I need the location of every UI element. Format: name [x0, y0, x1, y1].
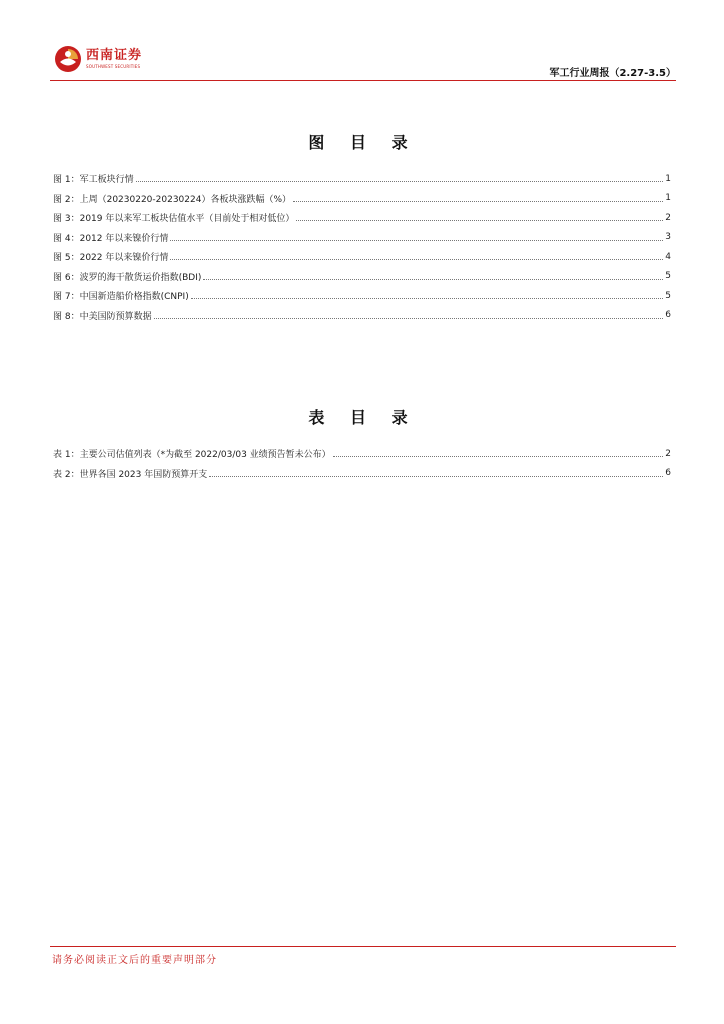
toc-entry-label: 图 1：军工板块行情: [53, 175, 134, 186]
footer-divider: [50, 946, 676, 947]
toc-leader-dots: [333, 456, 664, 457]
toc-entry-figure-2[interactable]: [53, 189, 671, 209]
logo-emblem-icon: [54, 45, 82, 73]
toc-entry-figure-8[interactable]: [53, 306, 671, 326]
report-title: 军工行业周报（2.27-3.5）: [549, 68, 676, 79]
tables-section-title: 表 目 录: [308, 408, 418, 427]
toc-page-number: 1: [665, 173, 671, 184]
toc-leader-dots: [170, 259, 663, 260]
toc-entry-figure-7[interactable]: [53, 286, 671, 306]
toc-entry-table-2[interactable]: [53, 464, 671, 484]
toc-leader-dots: [170, 240, 663, 241]
toc-entry-figure-4[interactable]: [53, 228, 671, 248]
toc-page-number: 4: [665, 251, 671, 262]
toc-page-number: 5: [665, 271, 671, 282]
toc-entry-table-1[interactable]: [53, 444, 671, 464]
logo-chinese-name: 西南证券: [86, 48, 143, 63]
toc-entry-figure-6[interactable]: [53, 267, 671, 287]
toc-entry-label: 图 3：2019 年以来军工板块估值水平（目前处于相对低位）: [53, 214, 295, 225]
figures-toc-list: [53, 169, 671, 325]
toc-leader-dots: [209, 476, 663, 477]
toc-leader-dots: [296, 220, 663, 221]
toc-entry-label: 图 4：2012 年以来镍价行情: [53, 233, 169, 244]
figures-section-title: 图 目 录: [308, 133, 418, 152]
footer-disclaimer: 请务必阅读正文后的重要声明部分: [52, 955, 217, 966]
logo-english-name: SOUTHWEST SECURITIES: [86, 64, 141, 69]
tables-toc-list: [53, 444, 671, 483]
toc-leader-dots: [191, 298, 664, 299]
toc-leader-dots: [293, 201, 663, 202]
toc-leader-dots: [136, 181, 664, 182]
toc-page-number: 6: [665, 468, 671, 479]
toc-entry-figure-3[interactable]: [53, 208, 671, 228]
toc-page-number: 1: [665, 193, 671, 204]
company-logo: [54, 42, 142, 76]
toc-page-number: 2: [665, 448, 671, 459]
toc-entry-label: 图 6：波罗的海干散货运价指数(BDI): [53, 272, 202, 283]
page-header: [50, 38, 676, 82]
toc-leader-dots: [154, 318, 664, 319]
toc-entry-figure-5[interactable]: [53, 247, 671, 267]
toc-page-number: 5: [665, 290, 671, 301]
toc-entry-label: 图 7：中国新造船价格指数(CNPI): [53, 292, 189, 303]
toc-page-number: 2: [665, 212, 671, 223]
toc-entry-label: 表 2：世界各国 2023 年国防预算开支: [53, 469, 208, 480]
toc-entry-label: 表 1：主要公司估值列表（*为截至 2022/03/03 业绩预告暂未公布）: [53, 450, 331, 461]
toc-page-number: 3: [665, 232, 671, 243]
header-divider: [50, 80, 676, 81]
toc-entry-label: 图 8：中美国防预算数据: [53, 311, 152, 322]
toc-entry-figure-1[interactable]: [53, 169, 671, 189]
toc-entry-label: 图 5：2022 年以来镍价行情: [53, 253, 169, 264]
toc-entry-label: 图 2：上周（20230220-20230224）各板块涨跌幅（%）: [53, 194, 292, 205]
toc-page-number: 6: [665, 310, 671, 321]
toc-leader-dots: [203, 279, 663, 280]
